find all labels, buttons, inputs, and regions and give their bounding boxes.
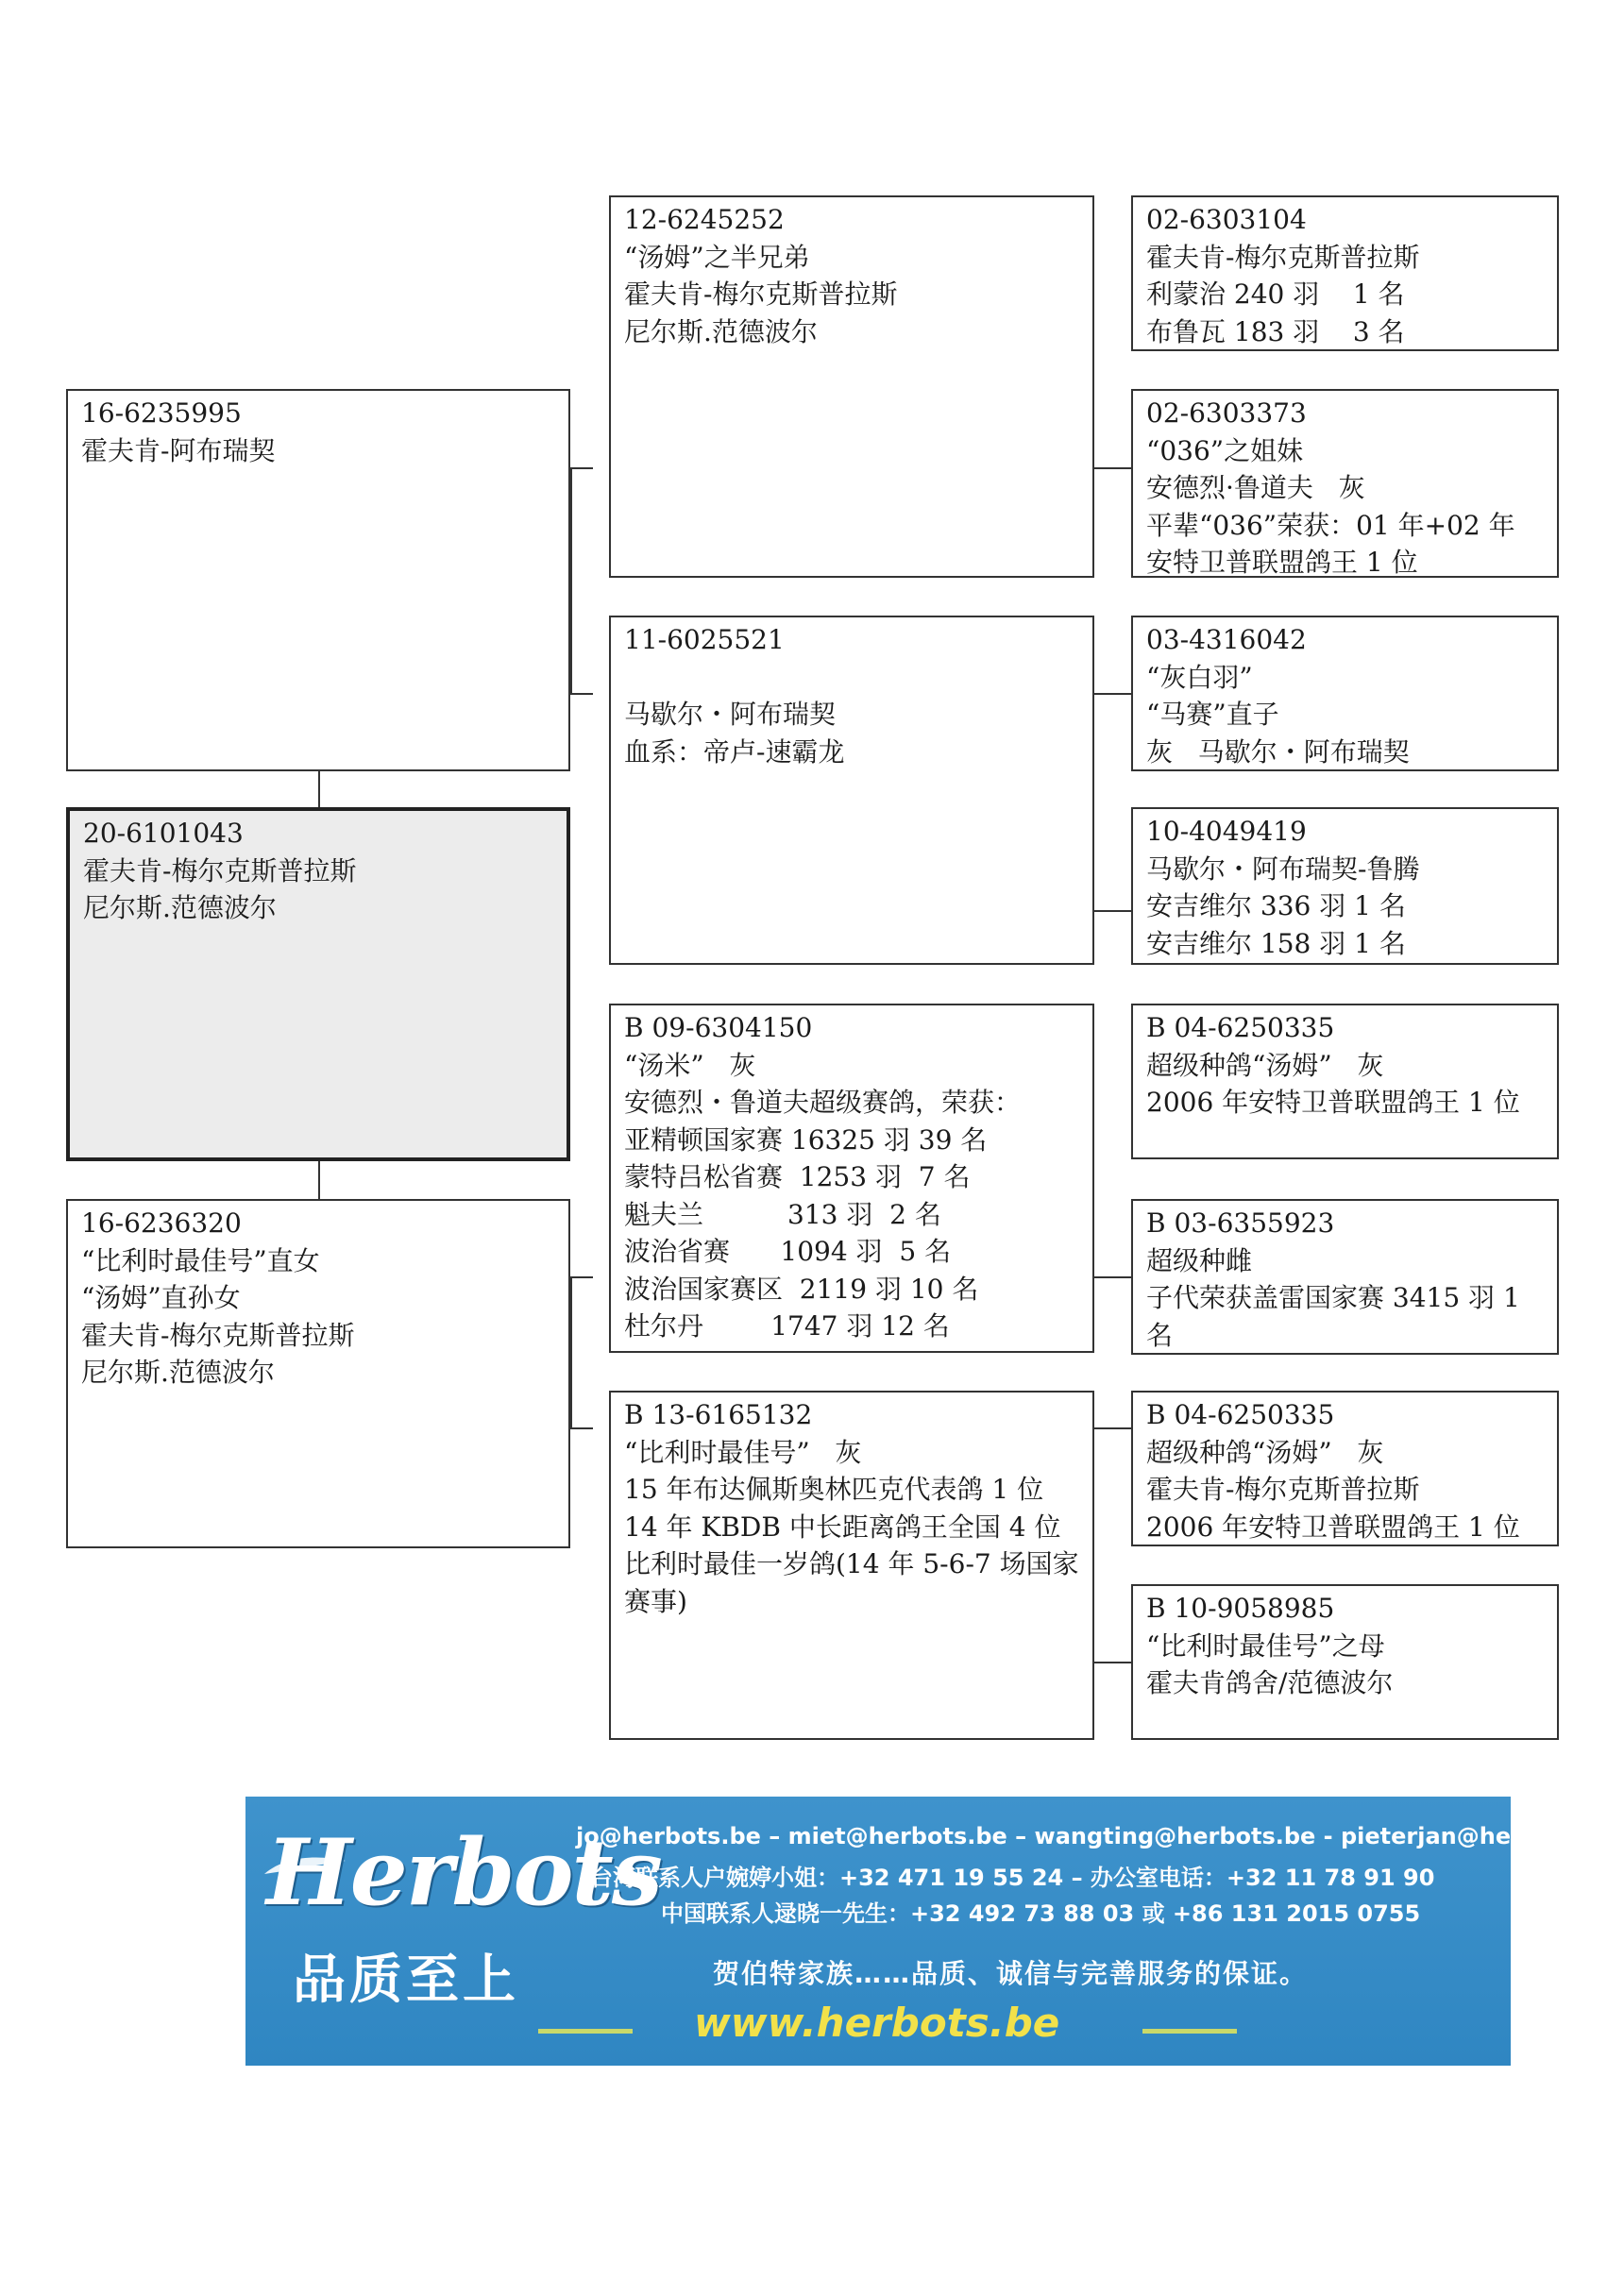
connector [1093, 910, 1133, 912]
banner-tagline: 贺伯特家族……品质、诚信与完善服务的保证。 [713, 1958, 1309, 1989]
pigeon-ring-number: 12-6245252 [624, 204, 785, 235]
pigeon-info-line [624, 659, 1079, 697]
pigeon-ring-number: B 04-6250335 [1146, 1012, 1335, 1043]
pigeon-ring-number: 20-6101043 [83, 818, 244, 849]
connector [570, 1427, 593, 1429]
race-result-line: 蒙特吕松省赛 1253 羽 7 名 [624, 1161, 971, 1192]
pigeon-info-line: “比利时最佳号” 灰 [624, 1436, 862, 1468]
connector [318, 1161, 320, 1201]
race-result-line: 杜尔丹 1747 羽 12 名 [624, 1310, 950, 1342]
dd-sire-box [1131, 1391, 1559, 1546]
sire-box [66, 389, 570, 771]
pigeon-ring-number: 16-6235995 [81, 397, 242, 429]
race-result-line: 安吉维尔 336 羽 1 名 [1146, 890, 1406, 921]
pigeon-info-line: 灰 马歇尔・阿布瑞契 [1146, 735, 1410, 768]
race-result-line: 亚精顿国家赛 16325 羽 39 名 [624, 1123, 988, 1156]
subject-box [66, 807, 570, 1161]
connector [1093, 1427, 1133, 1429]
sire-dam-box [609, 616, 1094, 965]
pigeon-info-line: 2006 年安特卫普联盟鸽王 1 位 [1146, 1087, 1520, 1118]
herbots-banner [245, 1797, 1618, 2066]
race-result-line: 波治国家赛区 2119 羽 10 名 [624, 1273, 979, 1305]
pigeon-info-line: 平辈“036”荣获：01 年+02 年 [1146, 509, 1515, 541]
sd-dam-box [1131, 807, 1559, 965]
connector [570, 1276, 593, 1278]
pigeon-info-line: “灰白羽” [1146, 661, 1253, 693]
pigeon-info-line: 霍夫肯-梅尔克斯普拉斯 [624, 279, 898, 310]
connector [570, 693, 593, 695]
pigeon-info-line: 尼尔斯.范德波尔 [81, 1357, 275, 1388]
pigeon-ring-number: B 13-6165132 [624, 1399, 813, 1430]
sd-sire-box [1131, 616, 1559, 771]
pigeon-ring-number: 02-6303104 [1146, 204, 1307, 235]
divider [1142, 2029, 1237, 2034]
pigeon-info-line: 子代荣获盖雷国家赛 3415 羽 1 名 [1146, 1282, 1520, 1351]
pigeon-ring-number: 16-6236320 [81, 1207, 242, 1239]
race-result-line: 布鲁瓦 183 羽 3 名 [1146, 315, 1405, 347]
dam-dam-box [609, 1391, 1094, 1740]
pigeon-info-line: 比利时最佳一岁鸽(14 年 5-6-7 场国家赛事) [624, 1548, 1079, 1617]
website-link[interactable]: www.herbots.be [694, 2000, 1060, 2046]
pigeon-ring-number: 11-6025521 [624, 624, 785, 655]
divider [538, 2029, 633, 2034]
herbots-logo: Herbots [266, 1819, 661, 1926]
race-result-line: 安吉维尔 158 羽 1 名 [1146, 927, 1406, 959]
pigeon-info-line: 马歇尔・阿布瑞契-鲁腾 [1146, 853, 1420, 885]
pigeon-info-line: 超级种鸽“汤姆” 灰 [1146, 1436, 1384, 1468]
contact-china: 中国联系人逯晓一先生：+32 492 73 88 03 或 +86 131 2015 0755 [661, 1900, 1421, 1927]
pigeon-ring-number: 02-6303373 [1146, 397, 1307, 429]
pigeon-ring-number: B 04-6250335 [1146, 1399, 1335, 1430]
pigeon-info-line: 血系：帝卢-速霸龙 [624, 735, 845, 768]
pigeon-info-line: “汤米” 灰 [624, 1049, 756, 1081]
pigeon-info-line: 超级种鸽“汤姆” 灰 [1146, 1049, 1384, 1081]
pigeon-info-line: “汤姆”直孙女 [81, 1282, 241, 1313]
connector [570, 467, 593, 469]
dam-sire-box [609, 1004, 1094, 1353]
pigeon-info-line: 霍夫肯-梅尔克斯普拉斯 [1146, 241, 1420, 273]
dam-box [66, 1199, 570, 1548]
contact-taiwan: 台湾联系人户婉婷小姐：+32 471 19 55 24 – 办公室电话：+32 11 78 91 90 [590, 1865, 1435, 1891]
ds-dam-box [1131, 1199, 1559, 1355]
ss-sire-box [1131, 195, 1559, 351]
pigeon-info-line: 安特卫普联盟鸽王 1 位 [1146, 547, 1418, 578]
pigeon-info-line: 尼尔斯.范德波尔 [83, 892, 277, 923]
connector [1093, 693, 1133, 695]
connector [1093, 1662, 1133, 1663]
pigeon-ring-number: B 03-6355923 [1146, 1207, 1335, 1239]
pigeon-ring-number: 03-4316042 [1146, 624, 1307, 655]
connector [1093, 467, 1133, 469]
pigeon-ring-number: B 10-9058985 [1146, 1593, 1335, 1624]
pigeon-info-line: 安德烈・鲁道夫超级赛鸽，荣获： [624, 1087, 1022, 1118]
pigeon-info-line: 霍夫肯鸽舍/范德波尔 [1146, 1667, 1394, 1698]
pigeon-info-line: 霍夫肯-梅尔克斯普拉斯 [81, 1319, 355, 1351]
pigeon-info-line: “036”之姐妹 [1146, 434, 1304, 466]
pigeon-info-line: 2006 年安特卫普联盟鸽王 1 位 [1146, 1511, 1520, 1543]
pigeon-info-line: 超级种雌 [1146, 1244, 1253, 1276]
sire-sire-box [609, 195, 1094, 578]
pigeon-info-line: “比利时最佳号”之母 [1146, 1629, 1385, 1662]
ds-sire-box [1131, 1004, 1559, 1159]
pigeon-info-line: 霍夫肯-梅尔克斯普拉斯 [83, 854, 357, 886]
connector [570, 467, 572, 695]
race-result-line: 利蒙治 240 羽 1 名 [1146, 279, 1405, 310]
ss-dam-box [1131, 389, 1559, 578]
contact-emails[interactable]: jo@herbots.be – miet@herbots.be – wangting@herbots.be - pieterjan@herbots.be [576, 1823, 1618, 1849]
race-result-line: 波治省赛 1094 羽 5 名 [624, 1236, 952, 1267]
pigeon-info-line: “比利时最佳号”直女 [81, 1244, 320, 1276]
pigeon-info-line: 14 年 KBDB 中长距离鸽王全国 4 位 [624, 1511, 1061, 1543]
pigeon-info-line: 15 年布达佩斯奥林匹克代表鸽 1 位 [624, 1474, 1044, 1505]
connector [318, 769, 320, 809]
banner-slogan: 品质至上 [293, 1950, 519, 2011]
pigeon-ring-number: 10-4049419 [1146, 816, 1307, 847]
pigeon-info-line: “马赛”直子 [1146, 699, 1279, 730]
pigeon-info-line: “汤姆”之半兄弟 [624, 241, 810, 273]
pigeon-info-line: 霍夫肯-阿布瑞契 [81, 434, 276, 466]
pigeon-info-line: 马歇尔・阿布瑞契 [624, 699, 837, 730]
pigeon-info-line: 安德烈·鲁道夫 灰 [1146, 472, 1365, 503]
dd-dam-box [1131, 1584, 1559, 1740]
pigeon-ring-number: B 09-6304150 [624, 1012, 813, 1043]
connector [1093, 1276, 1133, 1278]
pigeon-info-line: 尼尔斯.范德波尔 [624, 315, 818, 347]
pigeon-info-line: 霍夫肯-梅尔克斯普拉斯 [1146, 1474, 1420, 1505]
race-result-line: 魁夫兰 313 羽 2 名 [624, 1198, 941, 1230]
